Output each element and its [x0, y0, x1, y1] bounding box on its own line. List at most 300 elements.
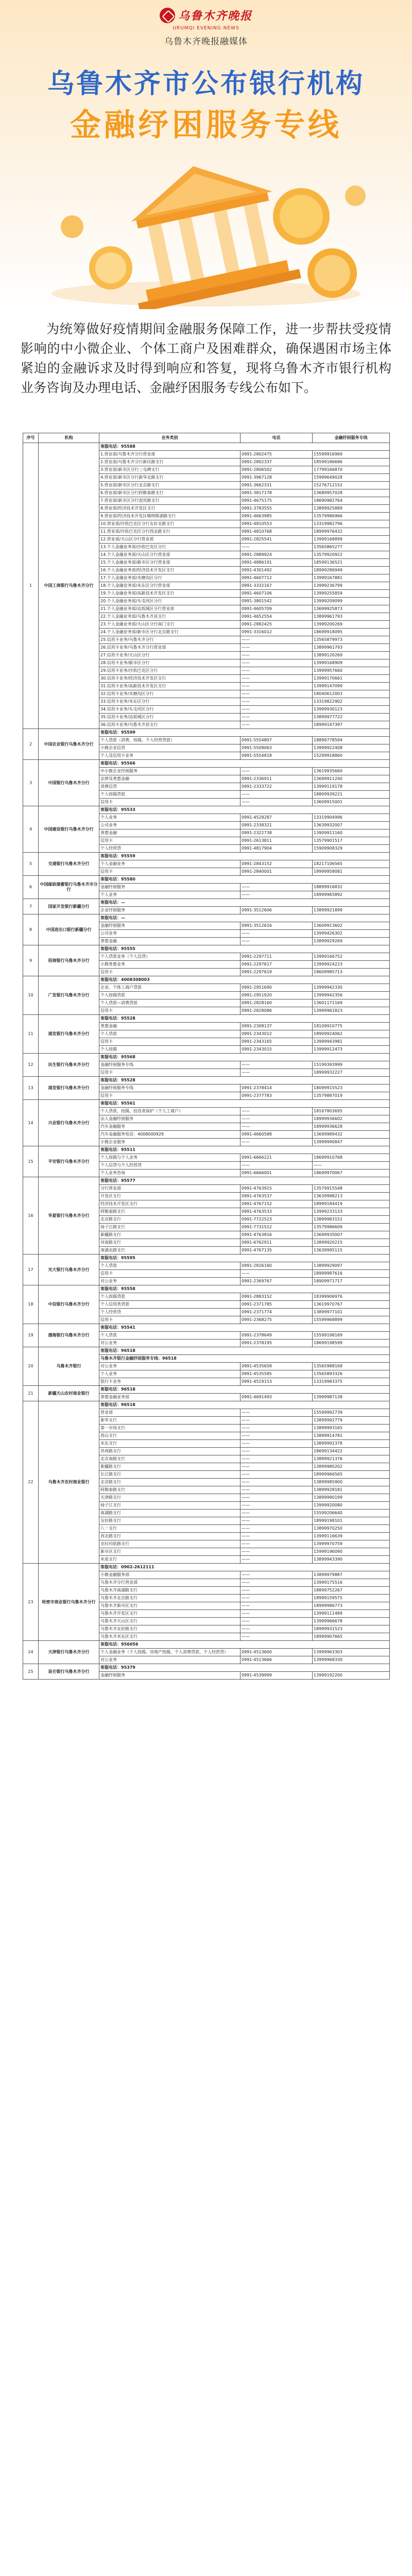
business-category: 法人金融纾困服务	[99, 1115, 241, 1123]
business-category: 金融纾困服务	[99, 884, 241, 891]
row-number: 11	[23, 1015, 39, 1054]
office-phone: 0991-2378649	[241, 1332, 313, 1340]
business-category: 1.营业部/乌鲁木齐分行营业部	[99, 451, 241, 459]
column-header: 机构	[39, 433, 99, 443]
hotline-phone: 13319904996	[313, 814, 390, 822]
business-category: 西山支行	[99, 1432, 241, 1440]
customer-service-line: 客服电话：96518	[99, 1401, 390, 1409]
office-phone: 0991-4767135	[241, 1247, 313, 1255]
business-category: 小微企业服务	[99, 1139, 241, 1146]
hotline-phone: 13619970767	[313, 1301, 390, 1309]
business-category: 信用卡	[99, 1270, 241, 1278]
hotline-phone: 13999942356	[313, 992, 390, 999]
office-phone: 0991-2333722	[241, 783, 313, 791]
institution-name: 广发银行乌鲁木齐分行	[39, 976, 99, 1015]
hotline-phone: 13899977722	[313, 714, 390, 721]
business-category: 金融纾困服务专线	[99, 1084, 241, 1092]
hotline-phone: 18167803695	[313, 1108, 390, 1115]
office-phone: ——	[241, 652, 313, 659]
business-category: 北京路支行	[99, 1479, 241, 1486]
office-phone: 0991-3332167	[241, 582, 313, 590]
business-category: 3.营业部/新市区分行三屯碑支行	[99, 466, 241, 474]
office-phone: ——	[241, 544, 313, 551]
hotline-phone: 18809939221	[313, 791, 390, 799]
business-category: 克拉玛依路支行	[99, 1540, 241, 1548]
office-phone: ——	[241, 1517, 313, 1525]
office-phone: 0991-2371785	[241, 1301, 313, 1309]
hotline-phone: 13999170661	[313, 675, 390, 683]
row-number: 7	[23, 899, 39, 914]
office-phone: 0991-4301492	[241, 567, 313, 574]
business-category: 26.信用卡业务/乌鲁木齐分行营业部	[99, 644, 241, 652]
office-phone: 0991-4607712	[241, 574, 313, 582]
hotline-phone: 13999200269	[313, 621, 390, 629]
customer-service-line: 客服电话：95561	[99, 1100, 390, 1108]
hotline-phone: 13999912473	[313, 1046, 390, 1054]
office-phone: ——	[241, 1533, 313, 1540]
hotline-phone: 18109910775	[313, 1023, 390, 1030]
office-phone: 0991-4652554	[241, 613, 313, 621]
hotline-phone: 13689957028	[313, 489, 390, 497]
customer-service-line: 客服电话：95541	[99, 1324, 390, 1332]
office-phone: 0991-3512616	[241, 922, 313, 930]
business-category: 阿勒泰路支行	[99, 1486, 241, 1494]
office-phone: 0991-5509063	[241, 744, 313, 752]
office-phone: 0991-5554818	[241, 752, 313, 760]
business-category: 15.个人金融业务部/新市区分行营业部	[99, 559, 241, 567]
office-phone: 0991-2828086	[241, 1007, 313, 1015]
customer-service-line: 客服电话：96518	[99, 1386, 390, 1394]
business-category: 信用卡	[99, 837, 241, 845]
office-phone: ——	[241, 1069, 313, 1077]
table-row	[23, 1177, 390, 1185]
table-row	[23, 729, 390, 737]
office-phone: ——	[241, 1162, 313, 1170]
office-phone: 0991-4763816	[241, 1231, 313, 1239]
row-number: 25	[23, 1664, 39, 1680]
business-category: 米东支行	[99, 1440, 241, 1448]
business-category: 乌鲁木齐天山区支行	[99, 1618, 241, 1625]
intro-paragraph: 为统筹做好疫情期间金融服务保障工作，进一步帮扶受疫情影响的中小微企业、个体工商户及困难群众，确保遇困市场主体紧迫的金融诉求及时得到响应和答复，现将乌鲁木齐市银行机构业务咨询及办理电话、金融纾困服务专线公布如下。	[21, 321, 391, 395]
customer-service-line: 客服电话：95568	[99, 1054, 390, 1061]
row-number: 24	[23, 1641, 39, 1664]
office-phone: 0991-2951690	[241, 984, 313, 992]
office-phone: ——	[241, 938, 313, 945]
institution-name: 中国进出口银行新疆分行	[39, 914, 99, 945]
office-phone: 0991-2336911	[241, 775, 313, 783]
office-phone: 0991-2825541	[241, 536, 313, 544]
business-category: 友好路支行	[99, 1517, 241, 1525]
hotline-phone: 13999426302	[313, 930, 390, 938]
hotline-phone: 13999175516	[313, 1579, 390, 1587]
office-phone: 0991-4763915	[241, 1185, 313, 1193]
office-phone: 0991-2343165	[241, 1038, 313, 1046]
business-category: 金融纾困服务	[99, 1672, 241, 1680]
hotline-phone: 13999116639	[313, 1533, 390, 1540]
office-phone: 0991-3662331	[241, 482, 313, 489]
hotline-phone: 13579920922	[313, 551, 390, 559]
business-category: 乌鲁木齐北京路支行	[99, 1595, 241, 1602]
hotline-phone: 13999255859	[313, 590, 390, 598]
hotline-phone: 18099915523	[313, 1084, 390, 1092]
business-category: 个人业务	[99, 891, 241, 899]
hotline-phone: 15599206640	[313, 1510, 390, 1517]
customer-service-line: 客服电话：95580	[99, 876, 390, 884]
row-number: 1	[23, 443, 39, 729]
hotline-phone: 18999987616	[313, 1270, 390, 1278]
business-category: 新市区支行	[99, 1548, 241, 1556]
institution-name: 中信银行乌鲁木齐分行	[39, 1285, 99, 1324]
hotline-phone: 18999159575	[313, 1595, 390, 1602]
hotline-phone: 15199393999	[313, 1061, 390, 1069]
office-phone: ——	[241, 1479, 313, 1486]
hotline-phone: 13899983151	[313, 1216, 390, 1224]
hotline-phone: 13999987138	[313, 1394, 390, 1401]
hotline-phone: 18699918095	[313, 629, 390, 636]
business-category: 12.营业部/天山区分行营业部	[99, 536, 241, 544]
office-phone: 0991-2371774	[241, 1309, 313, 1316]
institution-name: 国家开发银行新疆分行	[39, 899, 99, 914]
hotline-phone: 13999192200	[313, 1672, 390, 1680]
business-category: 信用卡	[99, 1038, 241, 1046]
institution-name: 天津银行乌鲁木齐分行	[39, 1641, 99, 1664]
row-number: 5	[23, 853, 39, 876]
hotline-phone: 13999943981	[313, 1038, 390, 1046]
row-number: 13	[23, 1077, 39, 1100]
business-category: 普惠金融	[99, 1023, 241, 1030]
office-phone: ——	[241, 1440, 313, 1448]
institution-name: 新疆天山农村商业银行	[39, 1386, 99, 1401]
hotline-phone: 18999147397	[313, 721, 390, 729]
office-phone: ——	[241, 1510, 313, 1517]
office-phone: ——	[241, 1502, 313, 1510]
office-phone: ——	[241, 1610, 313, 1618]
business-category: 企业纾困服务	[99, 907, 241, 914]
hotline-phone: 15599992739	[313, 1409, 390, 1417]
page-title-line2: 金融纾困服务专线	[70, 108, 342, 142]
hotline-phone: 13999119178	[313, 783, 390, 791]
business-category: 个人贷款、按揭、投资者保护（个人工商户）	[99, 1108, 241, 1115]
hotline-phone: 18999198101	[313, 1517, 390, 1525]
hotline-phone: 18999932227	[313, 1069, 390, 1077]
office-phone: 0991-4539999	[241, 1672, 313, 1680]
hotline-phone: 18699970067	[313, 1170, 390, 1177]
office-phone: 0991-3512606	[241, 907, 313, 914]
business-category: 银行卡业务	[99, 1378, 241, 1386]
business-category: 13.个人金融业务部/沙依巴克区分行	[99, 544, 241, 551]
business-category: 金融纾困服务	[99, 922, 241, 930]
business-category: 个人贷款（消费、按揭、个人经营贷款）	[99, 737, 241, 744]
hotline-phone: 13579986966	[313, 513, 390, 520]
office-phone: 0991-2882425	[241, 621, 313, 629]
business-category: 32.信用卡业务/水磨沟区分行	[99, 690, 241, 698]
office-phone: 0991-4513666	[241, 1656, 313, 1664]
institution-name: 交通银行乌鲁木齐分行	[39, 853, 99, 876]
business-category: 10.营业部/沙依巴克区分行友好北路支行	[99, 520, 241, 528]
business-category: 南湖北路支行	[99, 1247, 241, 1255]
office-phone: 0991-4660588	[241, 1131, 313, 1139]
business-category: 汽车金融服务电话：4008000929	[99, 1131, 241, 1139]
hotline-phone: 13999233133	[313, 1208, 390, 1216]
business-category: 个人经营贷	[99, 1309, 241, 1316]
hotline-phone: 13579901517	[313, 837, 390, 845]
business-category: 16.个人金融业务部/经济技术开发区支行	[99, 567, 241, 574]
business-category: 普惠金融业务部	[99, 1394, 241, 1401]
office-phone: ——	[241, 1595, 313, 1602]
hotline-phone: 13565893326	[313, 1370, 390, 1378]
office-phone: 0991-4605709	[241, 605, 313, 613]
office-phone: ——	[241, 1139, 313, 1146]
business-category: 23.个人金融业务部/天山区分行南门支行	[99, 621, 241, 629]
business-category: 个人按揭贷款	[99, 992, 241, 999]
business-category: 个人金融业务（个人按揭、房地产按揭、个人消费贷款、个人经营贷）	[99, 1649, 241, 1656]
table-row	[23, 443, 390, 451]
hotline-phone: 13899985900	[313, 1479, 390, 1486]
business-category: 个人按揭贷款	[99, 791, 241, 799]
office-phone: 0991-7731512	[241, 1224, 313, 1231]
business-category: 八一支行	[99, 1525, 241, 1533]
business-category: 信用卡	[99, 868, 241, 876]
business-category: 29.信用卡业务/沙依巴克区分行	[99, 667, 241, 675]
logo-media-name: 乌鲁木齐晚报融媒体	[164, 36, 248, 47]
hotline-phone: 18599136521	[313, 559, 390, 567]
office-phone: ——	[241, 1123, 313, 1131]
business-category: 19.个人金融业务部/高新技术开发区支行	[99, 590, 241, 598]
business-category: 36.信用卡业务/乌鲁木齐县支行	[99, 721, 241, 729]
business-category: 扬子江支行	[99, 1502, 241, 1510]
office-phone: 0991-2343015	[241, 1046, 313, 1054]
business-category: 信用卡	[99, 1007, 241, 1015]
business-category: 天津路支行	[99, 1494, 241, 1502]
business-category: 开发区支行	[99, 1193, 241, 1200]
hotline-phone: 18609985713	[313, 969, 390, 976]
hotline-phone: 13899993165	[313, 1425, 390, 1432]
business-category: 小微企业信贷	[99, 744, 241, 752]
business-category: 24.个人金融业务部/新市区分行北京路支行	[99, 629, 241, 636]
business-category: 个人贷款业务（个人信贷）	[99, 953, 241, 961]
business-category: 22.个人金融业务部/乌鲁木齐县支行	[99, 613, 241, 621]
business-category: 南湖路支行	[99, 1510, 241, 1517]
office-phone: ——	[241, 791, 313, 799]
office-phone: ——	[241, 659, 313, 667]
business-category: 西北路支行	[99, 1533, 241, 1540]
office-phone: ——	[241, 675, 313, 683]
hotline-phone: 13699989432	[313, 1131, 390, 1139]
hotline-phone: 18909971717	[313, 1278, 390, 1285]
business-category: 个人业务咨询	[99, 1170, 241, 1177]
business-category: 信用卡	[99, 799, 241, 806]
customer-service-line: 客服电话：95577	[99, 1177, 390, 1185]
hotline-phone: 13899961793	[313, 613, 390, 621]
hotline-phone: 13699911240	[313, 775, 390, 783]
hotline-phone: 13999990847	[313, 1139, 390, 1146]
row-number: 20	[23, 1347, 39, 1386]
service-hotline-table-wrap	[23, 433, 389, 1680]
hotline-phone: 13579887019	[313, 1092, 390, 1100]
office-phone: 0991-3817178	[241, 489, 313, 497]
business-category: 9.营业部/经济技术开发区喀纳斯湖路支行	[99, 513, 241, 520]
office-phone: ——	[241, 1448, 313, 1455]
office-phone: 0991-2889924	[241, 551, 313, 559]
hotline-phone: 13999930123	[313, 706, 390, 714]
hotline-phone: 18399906976	[313, 1293, 390, 1301]
customer-service-line: 客服电话：95558	[99, 1285, 390, 1293]
business-category: 企业、个体工商户贷款	[99, 984, 241, 992]
business-category: 营业部	[99, 1409, 241, 1417]
customer-service-line: 客服电话：95511	[99, 1146, 390, 1154]
office-phone: 0991-6666001	[241, 1170, 313, 1177]
customer-service-line: 客服电话：95559	[99, 853, 390, 860]
hotline-phone: 13565988168	[313, 1363, 390, 1370]
office-phone: ——	[241, 1540, 313, 1548]
table-row	[23, 1255, 390, 1262]
business-category: 对公业务	[99, 1340, 241, 1347]
hotline-phone: 15599198169	[313, 1332, 390, 1340]
table-row	[23, 876, 390, 884]
customer-service-line: 客服电话：95528	[99, 1015, 390, 1023]
office-phone: ——	[241, 1525, 313, 1533]
hotline-phone: 13699925873	[313, 605, 390, 613]
hotline-phone: 13619935660	[313, 768, 390, 775]
office-phone: ——	[241, 1633, 313, 1641]
hotline-phone: 18899778594	[313, 737, 390, 744]
office-phone: ——	[241, 1625, 313, 1633]
row-number: 18	[23, 1285, 39, 1324]
table-row	[23, 1054, 390, 1061]
business-category: 25.信用卡业务/乌鲁木齐分行	[99, 636, 241, 644]
institution-name: 中国工商银行乌鲁木齐分行	[39, 443, 99, 729]
business-category: 30.信用卡业务/经济技术开发区支行	[99, 675, 241, 683]
hotline-phone: 15299918860	[313, 752, 390, 760]
business-category: 经济技术开发区支行	[99, 1200, 241, 1208]
row-number: 3	[23, 760, 39, 806]
business-category: 对公业务	[99, 1363, 241, 1370]
institution-name: 乌鲁木齐农村商业银行	[39, 1401, 99, 1564]
office-phone: ——	[241, 1587, 313, 1595]
hotline-phone: 13565879973	[313, 636, 390, 644]
business-category: 信用卡	[99, 969, 241, 976]
hotline-phone: 18699198599	[313, 1340, 390, 1347]
institution-name: 招商银行乌鲁木齐分行	[39, 945, 99, 976]
hotline-phone: 13319983375	[313, 1378, 390, 1386]
hotline-phone: 15999196090	[313, 1548, 390, 1556]
business-category: 33.信用卡业务/米东区分行	[99, 698, 241, 706]
bank-illustration	[0, 139, 412, 309]
office-phone: 0991-2840001	[241, 868, 313, 876]
business-category: 个人业务	[99, 1370, 241, 1378]
office-phone: 0991-4817904	[241, 845, 313, 853]
table-row	[23, 1641, 390, 1649]
office-phone: 0991-2369767	[241, 1278, 313, 1285]
office-phone: 0991-4767152	[241, 1200, 313, 1208]
row-number: 9	[23, 945, 39, 976]
business-category: 7.营业部/新市区分行迎宾路支行	[99, 497, 241, 505]
office-phone: 0991-2828160	[241, 999, 313, 1007]
business-category: 北京南路支行	[99, 1455, 241, 1463]
office-phone: ——	[241, 667, 313, 675]
hotline-phone: 18999965892	[313, 891, 390, 899]
business-category: 普惠金融	[99, 829, 241, 837]
office-phone: ——	[241, 1115, 313, 1123]
office-phone: 0991-2322738	[241, 829, 313, 837]
business-category: 对公业务	[99, 1278, 241, 1285]
office-phone: 0991-4535585	[241, 1370, 313, 1378]
hotline-phone: 18999976432	[313, 528, 390, 536]
office-phone: 0991-4763537	[241, 1193, 313, 1200]
hotline-phone: 13999963303	[313, 1649, 390, 1656]
table-row	[23, 945, 390, 953]
business-category: 新华支行	[99, 1417, 241, 1425]
office-phone: ——	[241, 1425, 313, 1432]
office-phone: 0991-3967128	[241, 474, 313, 482]
office-phone: 0991-7722523	[241, 1216, 313, 1224]
hotline-phone: 13999209099	[313, 598, 390, 605]
hotline-phone: 18999986773	[313, 1602, 390, 1610]
row-number: 2	[23, 729, 39, 760]
business-category: 小微普惠业务	[99, 961, 241, 969]
office-phone: ——	[241, 884, 313, 891]
business-category: 信用卡	[99, 1069, 241, 1077]
business-category: 乌鲁木齐新市区支行	[99, 1602, 241, 1610]
business-category: 个人贷款—消费贷款	[99, 999, 241, 1007]
business-category: 新疆路支行	[99, 1463, 241, 1471]
business-category: 2.营业部/乌鲁木齐分行新民路支行	[99, 459, 241, 466]
hotline-phone: 13601171169	[313, 999, 390, 1007]
table-row	[23, 853, 390, 860]
business-category: 扬子江路支行	[99, 1224, 241, 1231]
hotline-phone: 18999936628	[313, 1123, 390, 1131]
table-row	[23, 1564, 390, 1571]
office-phone: 0991-4519153	[241, 1378, 313, 1386]
hotline-phone: 13999924223	[313, 961, 390, 969]
business-category: 个人及信用卡业务	[99, 752, 241, 760]
office-phone: ——	[241, 1417, 313, 1425]
hotline-phone: 13899921376	[313, 1455, 390, 1463]
institution-name: 华夏银行乌鲁木齐分行	[39, 1177, 99, 1255]
institution-name: 浦发银行乌鲁木齐分行	[39, 1077, 99, 1100]
office-phone: ——	[241, 636, 313, 644]
hotline-phone: 13899920215	[313, 1239, 390, 1247]
office-phone: ——	[241, 698, 313, 706]
table-row	[23, 1285, 390, 1293]
header-banner	[0, 0, 412, 309]
office-phone: 0991-2613811	[241, 837, 313, 845]
row-number: 10	[23, 976, 39, 1015]
table-body	[23, 443, 390, 1680]
office-phone: ——	[241, 1556, 313, 1564]
hotline-phone: 13999111489	[313, 1610, 390, 1618]
business-category: 消费信贷	[99, 783, 241, 791]
office-phone: 0991-3783555	[241, 505, 313, 513]
table-row	[23, 1664, 390, 1672]
business-category: 4.营业部/新市区分行新华北路支行	[99, 474, 241, 482]
business-category: 法律及普惠金融	[99, 775, 241, 783]
column-header: 电话	[241, 433, 313, 443]
business-category: 公司业务	[99, 822, 241, 829]
office-phone: 0991-4810768	[241, 528, 313, 536]
business-category: 乌鲁木齐南湖路支行	[99, 1587, 241, 1595]
office-phone: 0991-6666221	[241, 1154, 313, 1162]
row-number: 4	[23, 806, 39, 853]
business-category: 34.信用卡业务/头屯河区分行	[99, 706, 241, 714]
business-category: 阿勒泰路支行	[99, 1208, 241, 1216]
business-category: 河南路支行	[99, 1239, 241, 1247]
office-phone: ——	[241, 690, 313, 698]
office-phone: ——	[241, 706, 313, 714]
office-phone: ——	[241, 1455, 313, 1463]
logo	[0, 7, 412, 47]
table-row	[23, 806, 390, 814]
